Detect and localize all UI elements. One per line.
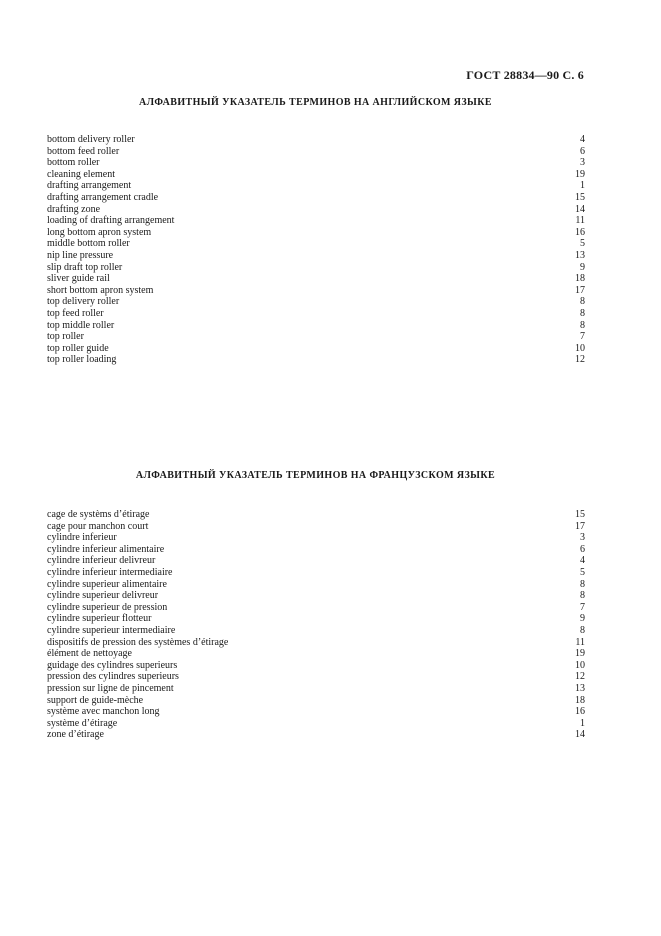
index-term-number: 19	[575, 168, 585, 180]
index-term: support de guide-mèche	[47, 694, 144, 706]
index-term-number: 15	[575, 191, 585, 203]
index-term: bottom delivery roller	[47, 134, 135, 145]
index-term: sliver guide rail	[47, 273, 110, 285]
index-term-number: 3	[580, 157, 585, 169]
index-term-number: 4	[580, 134, 585, 145]
index-term: drafting zone	[47, 203, 101, 215]
index-term-number: 7	[580, 601, 585, 613]
index-entry	[47, 273, 585, 285]
index-term: dispositifs de pression des systèmes d’étirage	[47, 636, 229, 648]
index-term-number: 8	[580, 307, 585, 319]
index-term: top roller loading	[47, 354, 117, 366]
index-term: bottom feed roller	[47, 145, 120, 157]
index-term-number: 12	[575, 354, 585, 366]
index-term: cylindre inferieur intermediaire	[47, 566, 173, 578]
index-entry	[47, 192, 585, 204]
index-term-number: 1	[580, 180, 585, 192]
index-term: cylindre superieur alimentaire	[47, 578, 167, 590]
index-entry	[47, 296, 585, 308]
index-term: bottom roller	[47, 157, 100, 169]
index-term: guidage des cylindres superieurs	[47, 659, 178, 671]
index-term: top delivery roller	[47, 296, 120, 308]
index-entry	[47, 590, 585, 602]
index-term-number: 1	[580, 717, 585, 729]
index-term-number: 18	[575, 273, 585, 285]
index-term-number: 14	[575, 729, 585, 741]
index-term: drafting arrangement	[47, 180, 132, 192]
index-term-number: 16	[575, 226, 585, 238]
index-term-number: 8	[580, 296, 585, 308]
index-term: élément de nettoyage	[47, 648, 132, 660]
index-term: slip draft top roller	[47, 261, 123, 273]
index-term: cylindre inferieur alimentaire	[47, 543, 165, 555]
index-term-number: 13	[575, 682, 585, 694]
index-entry	[47, 706, 585, 718]
index-term: loading of drafting arrangement	[47, 215, 175, 227]
index-entry	[47, 718, 585, 730]
page-header: ГОСТ 28834—90 С. 6	[466, 68, 584, 82]
index-term: short bottom apron system	[47, 284, 154, 296]
index-entry	[47, 660, 585, 672]
index-term-number: 8	[580, 578, 585, 590]
index-term: cylindre superieur delivreur	[47, 590, 159, 602]
index-term: top middle roller	[47, 319, 115, 331]
index-term: cylindre superieur flotteur	[47, 613, 152, 625]
index-term-number: 17	[575, 284, 585, 296]
index-term-number: 11	[575, 636, 585, 648]
index-entry	[47, 579, 585, 591]
index-term-number: 18	[575, 694, 585, 706]
index-term-number: 8	[580, 319, 585, 331]
index-entry	[47, 729, 585, 741]
index-term-number: 17	[575, 520, 585, 532]
index-term-number: 10	[575, 659, 585, 671]
index-entry	[47, 250, 585, 262]
index-entry	[47, 648, 585, 660]
index-term: cage pour manchon court	[47, 520, 149, 532]
index-term: long bottom apron system	[47, 226, 152, 238]
index-entry	[47, 227, 585, 239]
index-entry	[47, 555, 585, 567]
index-term-number: 16	[575, 706, 585, 718]
index-term: cleaning element	[47, 168, 116, 180]
index-entry	[47, 146, 585, 158]
index-term: cylindre inferieur delivreur	[47, 555, 156, 567]
french-index-list	[47, 509, 585, 741]
index-entry	[47, 509, 585, 521]
index-entry	[47, 567, 585, 579]
index-term: cylindre superieur de pression	[47, 601, 168, 613]
index-entry	[47, 637, 585, 649]
index-term-number: 14	[575, 203, 585, 215]
index-entry	[47, 671, 585, 683]
index-term-number: 9	[580, 261, 585, 273]
index-entry	[47, 157, 585, 169]
index-term-number: 6	[580, 145, 585, 157]
english-index-title: АЛФАВИТНЫЙ УКАЗАТЕЛЬ ТЕРМИНОВ НА АНГЛИЙСКОМ ЯЗЫКЕ	[138, 97, 492, 108]
index-term: nip line pressure	[47, 249, 114, 261]
index-term-number: 19	[575, 648, 585, 660]
index-entry	[47, 354, 585, 366]
index-entry	[47, 285, 585, 297]
index-term-number: 8	[580, 624, 585, 636]
index-term: top roller guide	[47, 342, 109, 354]
index-term: système d’étirage	[47, 717, 118, 729]
index-entry	[47, 308, 585, 320]
index-term: cylindre inferieur	[47, 532, 117, 544]
index-term-number: 3	[580, 532, 585, 544]
index-entry	[47, 695, 585, 707]
index-entry	[47, 331, 585, 343]
index-term-number: 10	[575, 342, 585, 354]
index-entry	[47, 544, 585, 556]
index-term: pression sur ligne de pincement	[47, 682, 174, 694]
index-entry	[47, 683, 585, 695]
index-entry	[47, 134, 585, 146]
index-entry	[47, 521, 585, 533]
index-term: pression des cylindres superieurs	[47, 671, 179, 683]
index-entry	[47, 532, 585, 544]
index-term-number: 5	[580, 566, 585, 578]
index-term-number: 15	[575, 509, 585, 520]
index-term-number: 13	[575, 249, 585, 261]
index-entry	[47, 180, 585, 192]
index-term-number: 5	[580, 238, 585, 250]
index-term: cylindre superieur intermediaire	[47, 624, 176, 636]
index-term: cage de systèms d’étirage	[47, 509, 150, 520]
index-term: top roller	[47, 331, 84, 343]
index-term: système avec manchon long	[47, 706, 160, 718]
index-entry	[47, 625, 585, 637]
index-entry	[47, 343, 585, 355]
index-entry	[47, 215, 585, 227]
index-term: drafting arrangement cradle	[47, 191, 159, 203]
index-entry	[47, 613, 585, 625]
french-index-title: АЛФАВИТНЫЙ УКАЗАТЕЛЬ ТЕРМИНОВ НА ФРАНЦУЗСКОМ ЯЗЫКЕ	[135, 470, 496, 481]
index-term: top feed roller	[47, 307, 104, 319]
index-term-number: 6	[580, 543, 585, 555]
index-term-number: 12	[575, 671, 585, 683]
index-entry	[47, 169, 585, 181]
index-term: middle bottom roller	[47, 238, 130, 250]
index-entry	[47, 238, 585, 250]
english-index-list	[47, 134, 585, 366]
index-entry	[47, 320, 585, 332]
index-term-number: 7	[580, 331, 585, 343]
index-term-number: 9	[580, 613, 585, 625]
index-term-number: 8	[580, 590, 585, 602]
index-entry	[47, 204, 585, 216]
index-term-number: 11	[575, 215, 585, 227]
index-entry	[47, 602, 585, 614]
index-term: zone d’étirage	[47, 729, 104, 741]
index-entry	[47, 262, 585, 274]
index-term-number: 4	[580, 555, 585, 567]
